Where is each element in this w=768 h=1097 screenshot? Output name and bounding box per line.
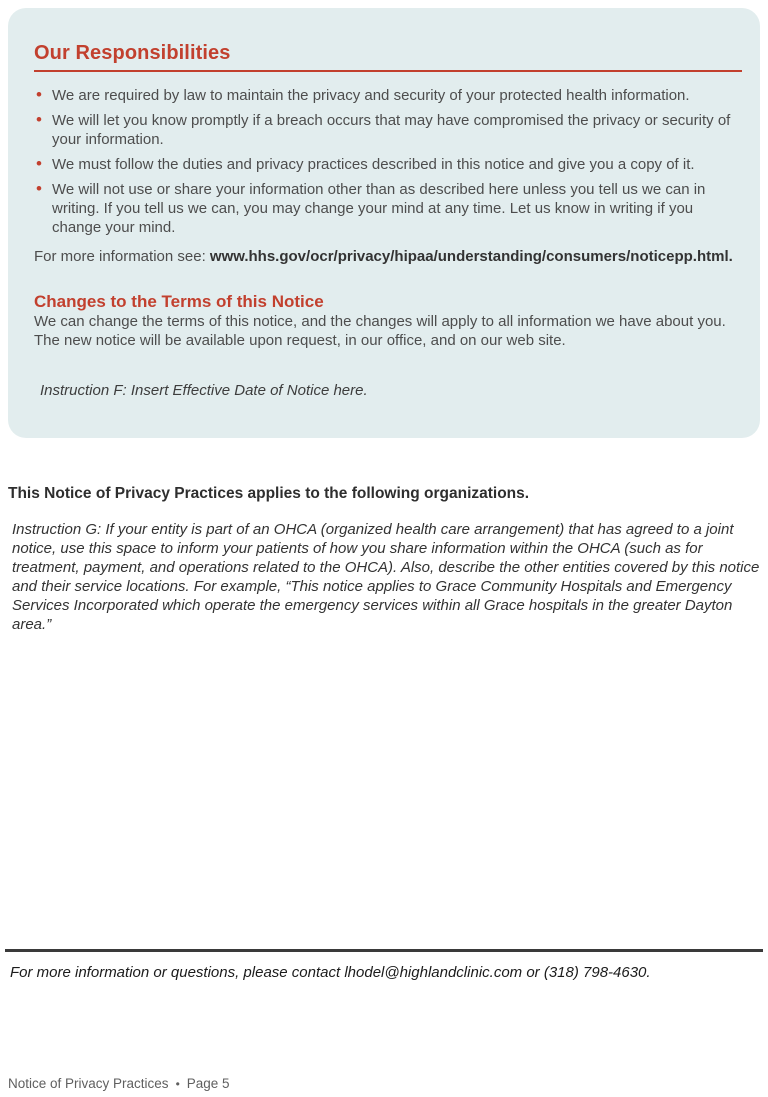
contact-block	[5, 949, 763, 981]
instruction-g-text: Instruction G: If your entity is part of an OHCA (organized health care arrangement) that has agreed to a joint notice, use this space to inform your patients of how you share information within the OHCA (such as for treatment, payment, and operations related to the OHCA). Also, describe the other entities covered by this notice and their service locations. For example, “This notice applies to Grace Community Hospitals and Emergency Services Incorporated which operate the emergency services within all Grace hospitals in the greater Dayton area.”	[12, 521, 760, 633]
responsibilities-title: Our Responsibilities	[34, 42, 231, 64]
changes-title: Changes to the Terms of this Notice	[34, 292, 324, 311]
instruction-f-text: Instruction F: Insert Effective Date of Notice here.	[40, 382, 368, 399]
hhs-url-text: www.hhs.gov/ocr/privacy/hipaa/understanding/consumers/noticepp.html.	[209, 248, 733, 265]
organizations-heading: This Notice of Privacy Practices applies to the following organizations.	[8, 485, 530, 502]
responsibilities-panel	[8, 8, 760, 438]
list-item: • We are required by law to maintain the privacy and security of your protected health information.	[34, 86, 742, 105]
title-underline-rule	[34, 70, 742, 72]
more-info-line	[34, 247, 742, 266]
page-footer	[8, 1076, 230, 1091]
list-item: • We will not use or share your information other than as described here unless you tell us we can in writing. If you tell us we can, you may change your mind at any time. Let us know in writing if you change your mind.	[34, 180, 742, 237]
footer-page-number: Page 5	[186, 1076, 230, 1091]
more-info-prefix: For more information see:	[34, 248, 210, 265]
contact-line: For more information or questions, please contact lhodel@highlandclinic.com or (318) 798-4630.	[10, 964, 651, 981]
organizations-section	[8, 484, 762, 634]
contact-divider-rule	[5, 949, 763, 952]
list-item: • We will let you know promptly if a breach occurs that may have compromised the privacy or security of your information.	[34, 111, 742, 149]
footer-separator-dot: •	[175, 1077, 180, 1091]
responsibilities-list	[34, 86, 742, 237]
list-item: • We must follow the duties and privacy practices described in this notice and give you a copy of it.	[34, 155, 742, 174]
footer-doc-title: Notice of Privacy Practices	[8, 1076, 169, 1091]
changes-body: We can change the terms of this notice, and the changes will apply to all information we have about you. The new notice will be available upon request, in our office, and on our web site.	[34, 313, 726, 349]
